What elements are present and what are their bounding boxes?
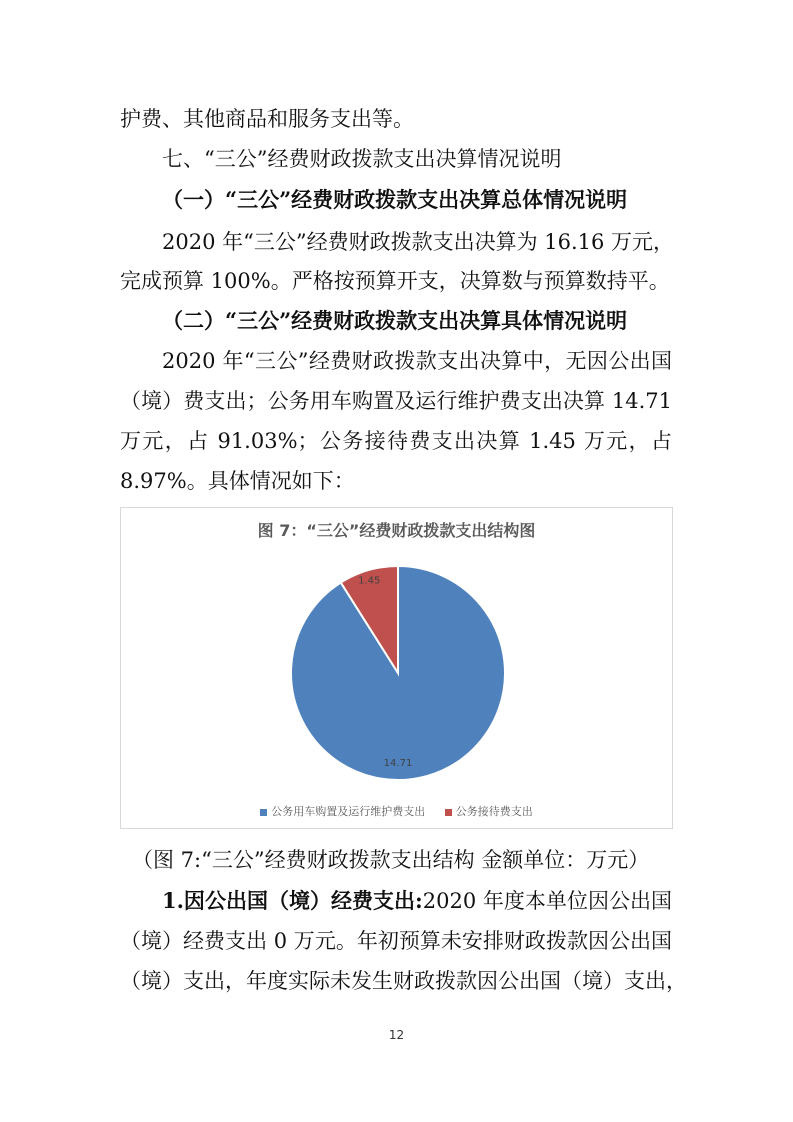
paragraph-detail-line-4: 8.97%。具体情况如下： xyxy=(120,469,355,493)
pie-label-vehicle: 14.71 xyxy=(383,757,413,769)
page-number: 12 xyxy=(388,1028,405,1042)
paragraph-travel-line-2: （境）经费支出 0 万元。年初预算未安排财政拨款因公出国 xyxy=(120,929,672,953)
legend-swatch-vehicle xyxy=(260,809,267,816)
paragraph-detail-line-2: （境）费支出；公务用车购置及运行维护费支出决算 14.71 xyxy=(120,389,672,413)
pie-label-reception: 1.45 xyxy=(358,575,381,587)
subsection-heading-detail: （二）“三公”经费财政拨款支出决算具体情况说明 xyxy=(162,308,628,333)
paragraph-detail-line-3: 万元，占 91.03%；公务接待费支出决算 1.45 万元，占 xyxy=(120,429,672,453)
legend-item-reception xyxy=(445,803,533,819)
legend-label-vehicle: 公务用车购置及运行维护费支出 xyxy=(271,805,426,818)
legend-swatch-reception xyxy=(445,809,452,816)
paragraph-travel-line-3: （境）支出，年度实际未发生财政拨款因公出国（境）支出， xyxy=(120,969,687,993)
paragraph-overall-line-1: 2020 年“三公”经费财政拨款支出决算为 16.16 万元， xyxy=(162,230,675,254)
text-line-1: 护费、其他商品和服务支出等。 xyxy=(120,107,414,131)
section-heading-7: 七、“三公”经费财政拨款支出决算情况说明 xyxy=(162,147,562,171)
paragraph-travel-line-1 xyxy=(162,886,672,916)
chart-legend xyxy=(121,803,672,819)
travel-line-1-rest: 2020 年度本单位因公出国 xyxy=(422,889,672,913)
chart-title: 图 7：“三公”经费财政拨款支出结构图 xyxy=(257,521,536,540)
legend-item-vehicle xyxy=(260,803,425,819)
legend-label-reception: 公务接待费支出 xyxy=(455,805,533,818)
paragraph-detail-line-1: 2020 年“三公”经费财政拨款支出决算中，无因公出国 xyxy=(162,349,672,373)
subsection-heading-overall: （一）“三公”经费财政拨款支出决算总体情况说明 xyxy=(162,187,628,212)
pie-chart xyxy=(121,508,674,798)
pie-chart-container xyxy=(120,507,673,829)
travel-heading: 1.因公出国（境）经费支出: xyxy=(162,888,423,913)
paragraph-overall-line-2: 完成预算 100%。严格按预算开支，决算数与预算数持平。 xyxy=(120,269,670,293)
figure-caption: （图 7:“三公”经费财政拨款支出结构 金额单位：万元） xyxy=(132,848,650,872)
